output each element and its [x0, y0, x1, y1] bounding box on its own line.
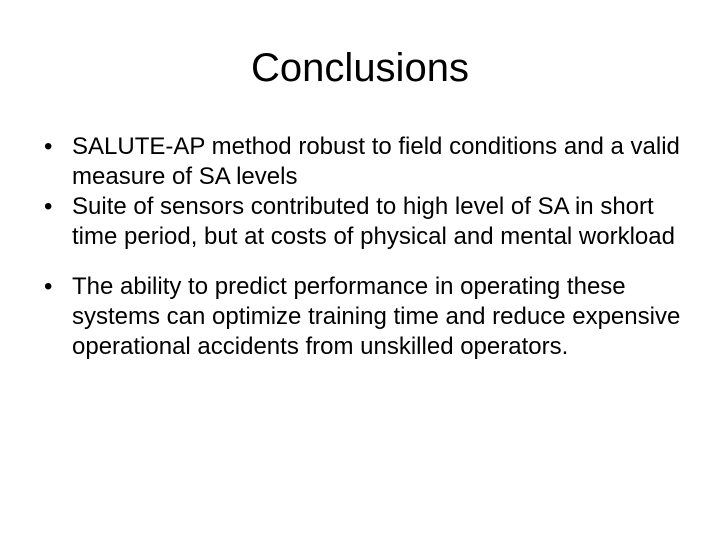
bullet-text-2: Suite of sensors contributed to high level of SA in short time period, but at costs of physical and mental workload: [72, 193, 675, 250]
bullet-text-1: SALUTE-AP method robust to field conditions and a valid measure of SA levels: [72, 133, 680, 190]
bullet-item-2: [44, 192, 684, 252]
bullet-marker-icon: •: [44, 133, 53, 160]
bullet-marker-icon: •: [44, 193, 53, 220]
slide-title: Conclusions: [251, 46, 469, 90]
bullet-item-3: [44, 272, 684, 362]
bullet-marker-icon: •: [44, 273, 53, 300]
bullet-text-3: The ability to predict performance in operating these systems can optimize training time and reduce expensive operational accidents from unskilled operators.: [72, 273, 681, 360]
bullet-list: [44, 132, 684, 362]
bullet-item-1: [44, 132, 684, 192]
